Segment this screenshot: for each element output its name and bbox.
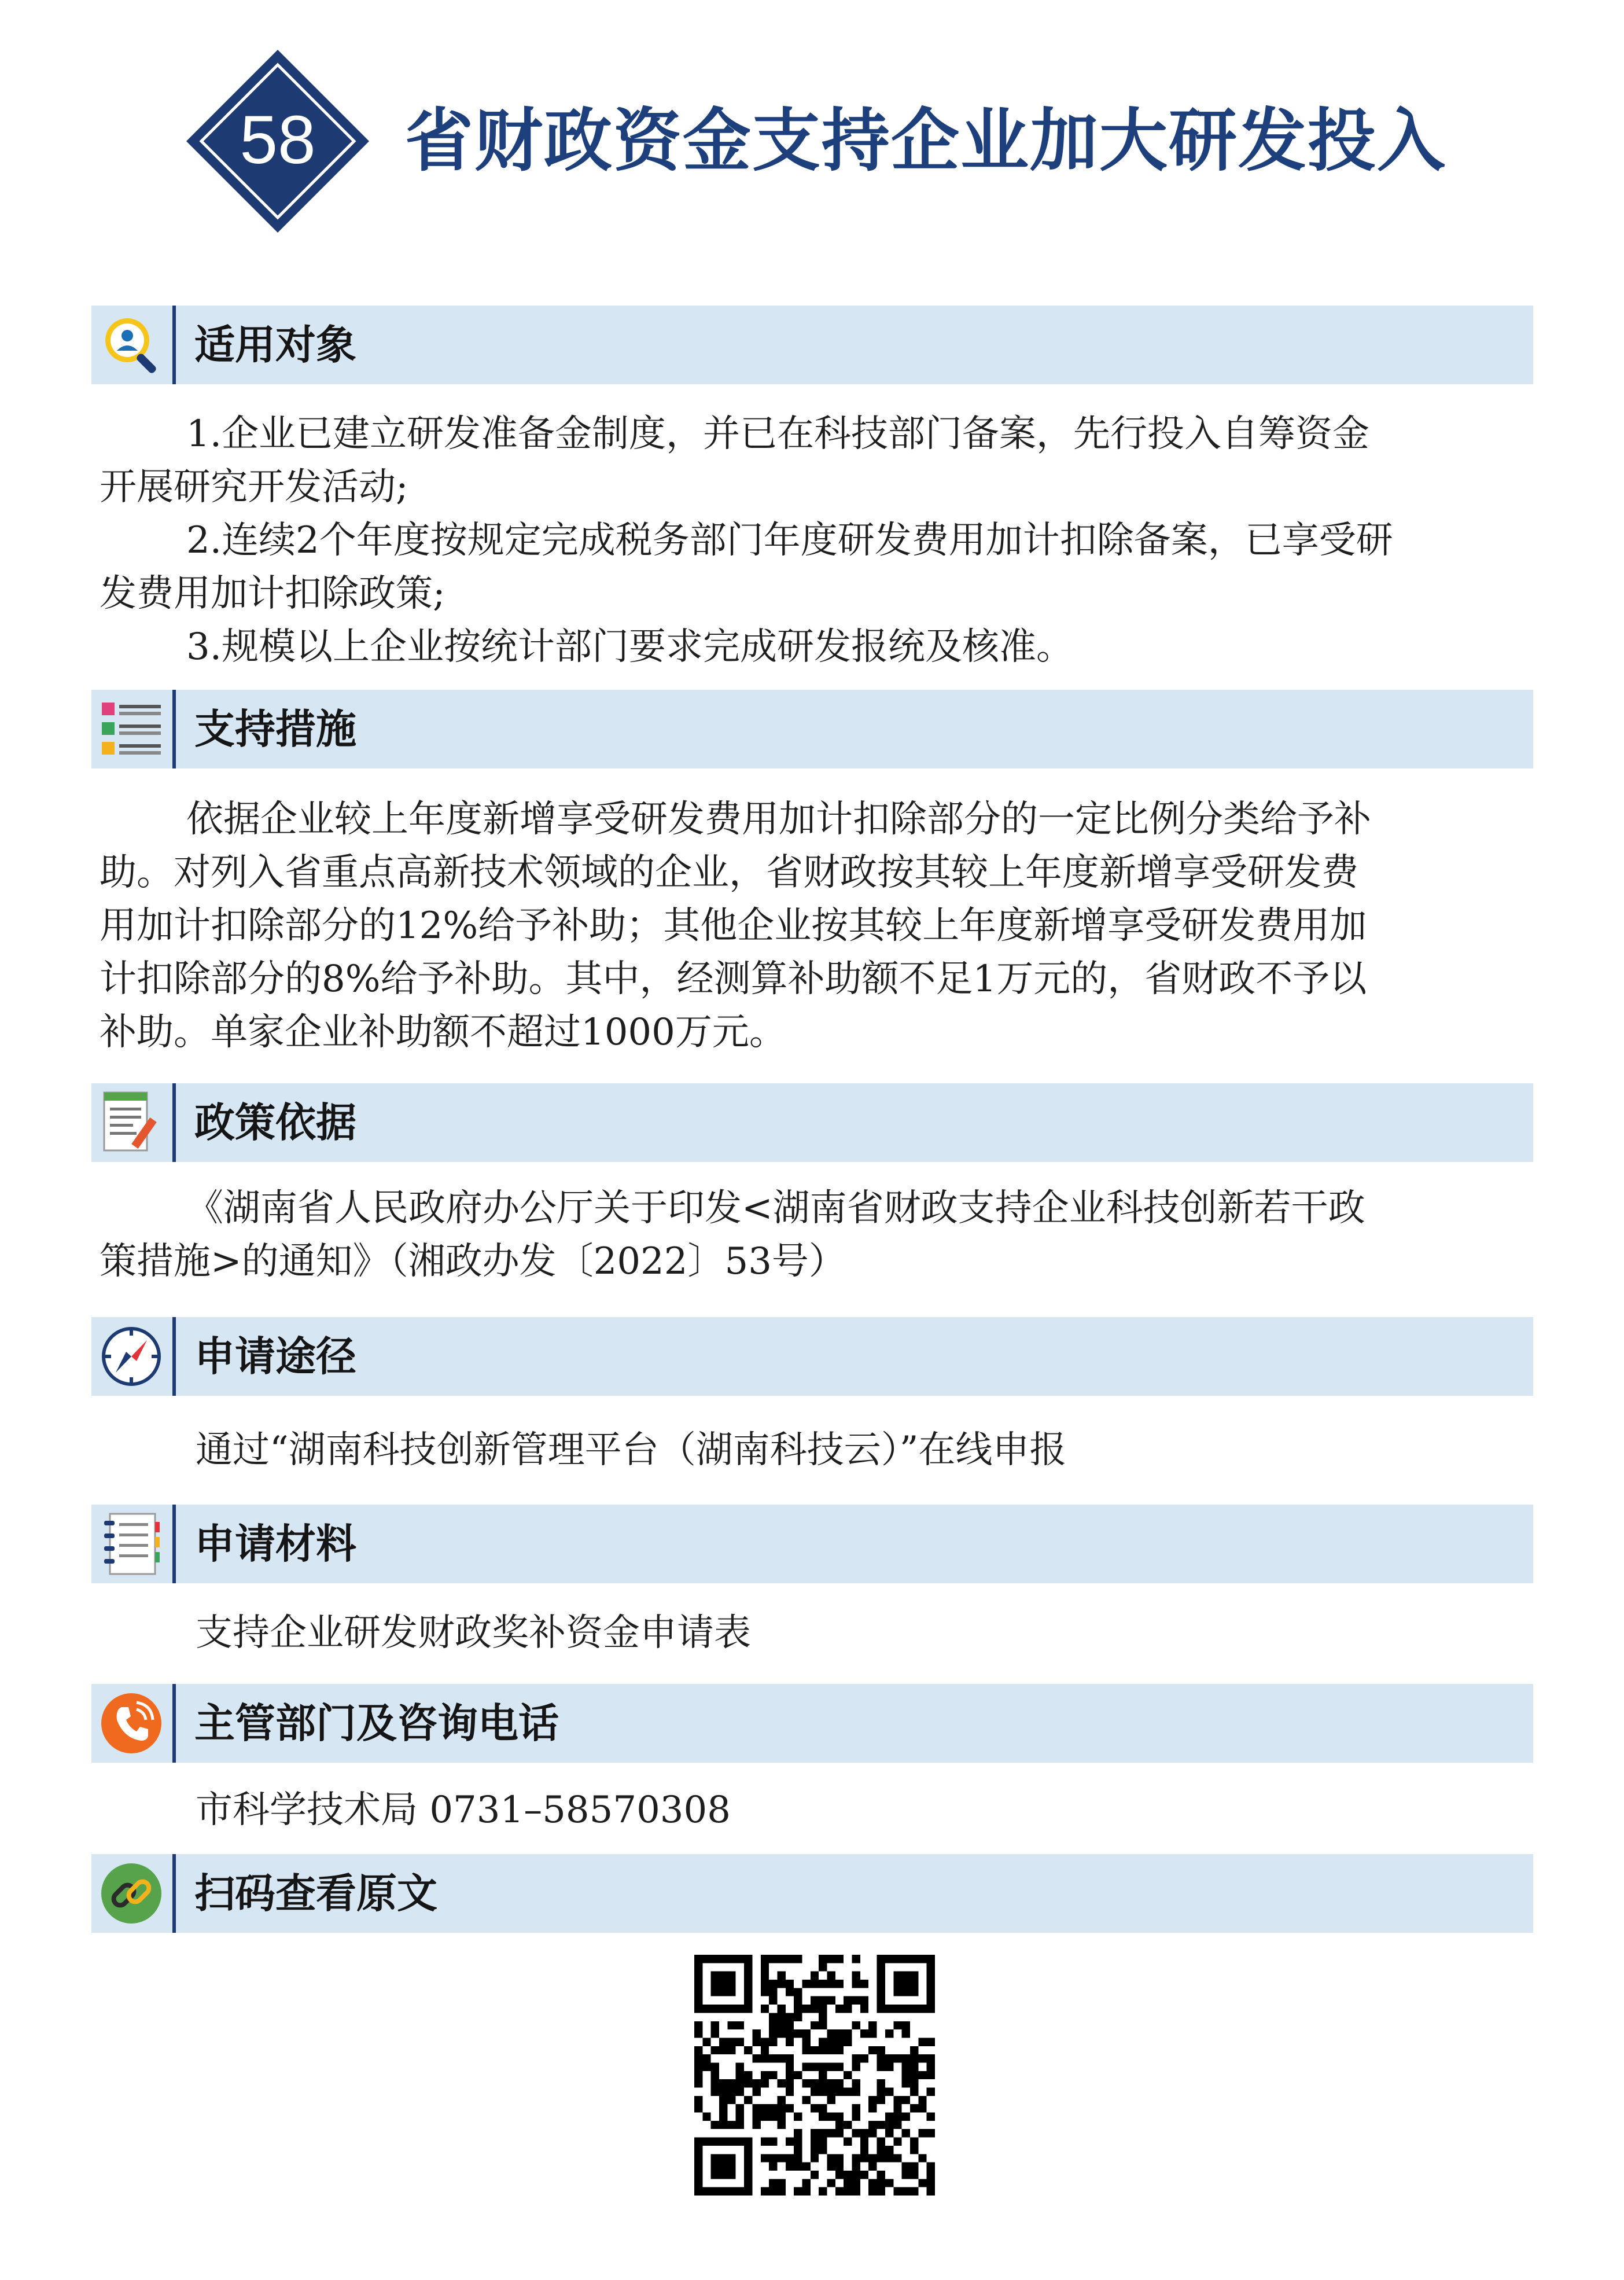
text-line: 计扣除部分的8%给予补助。其中，经测算补助额不足1万元的，省财政不予以 [100, 958, 1367, 1001]
phone-icon [98, 1690, 164, 1757]
text-line: 开展研究开发活动; [100, 466, 408, 509]
section-measures-header [91, 690, 1533, 768]
text-line: 通过“湖南科技创新管理平台（湖南科技云）”在线申报 [196, 1429, 1067, 1472]
text-line: 3.规模以上企业按统计部门要求完成研发报统及核准。 [186, 626, 1074, 668]
text-line: 依据企业较上年度新增享受研发费用加计扣除部分的一定比例分类给予补 [186, 798, 1371, 841]
section-title: 申请材料 [194, 1520, 356, 1568]
section-basis-body [100, 1182, 1534, 1288]
section-title: 主管部门及咨询电话 [194, 1700, 559, 1747]
text-line: 《湖南省人民政府办公厅关于印发<湖南省财政支持企业科技创新若干政 [186, 1187, 1365, 1230]
text-line: 补助。单家企业补助额不超过1000万元。 [100, 1011, 786, 1054]
link-icon [98, 1860, 164, 1927]
section-title: 适用对象 [194, 321, 356, 369]
section-channel-header [91, 1317, 1533, 1396]
section-measures-body [100, 793, 1534, 1059]
compass-icon [98, 1323, 164, 1390]
text-line: 1.企业已建立研发准备金制度，并已在科技部门备案，先行投入自筹资金 [186, 413, 1370, 455]
badge-number: 58 [240, 102, 316, 178]
text-line: 市科学技术局 0731–58570308 [196, 1789, 731, 1832]
section-title: 扫码查看原文 [194, 1870, 437, 1917]
section-title: 政策依据 [194, 1099, 356, 1146]
user-search-icon [98, 311, 164, 378]
checklist-icon [98, 696, 164, 763]
page-title: 省财政资金支持企业加大研发投入 [405, 101, 1447, 181]
section-title: 申请途径 [194, 1333, 356, 1380]
text-line: 助。对列入省重点高新技术领域的企业，省财政按其较上年度新增享受研发费 [100, 851, 1358, 894]
text-line: 策措施>的通知》（湘政办发〔2022〕53号） [100, 1240, 846, 1283]
document-pen-icon [98, 1089, 164, 1156]
text-line: 支持企业研发财政奖补资金申请表 [196, 1612, 751, 1654]
section-basis-header [91, 1083, 1533, 1162]
text-line: 用加计扣除部分的12%给予补助；其他企业按其较上年度新增享受研发费用加 [100, 904, 1367, 947]
text-line: 2.连续2个年度按规定完成税务部门年度研发费用加计扣除备案，已享受研 [186, 519, 1393, 562]
section-contact-header [91, 1684, 1533, 1763]
number-badge [184, 47, 371, 235]
section-materials-body [100, 1606, 1534, 1660]
section-channel-body [100, 1424, 1534, 1477]
section-applicable-header [91, 306, 1533, 384]
section-title: 支持措施 [194, 705, 356, 753]
text-line: 发费用加计扣除政策; [100, 572, 445, 615]
qr-code[interactable] [694, 1955, 935, 2196]
section-applicable-body [100, 407, 1534, 674]
notebook-icon [98, 1510, 164, 1577]
section-materials-header [91, 1505, 1533, 1583]
section-scan-header [91, 1854, 1533, 1933]
section-contact-body [100, 1783, 1534, 1837]
